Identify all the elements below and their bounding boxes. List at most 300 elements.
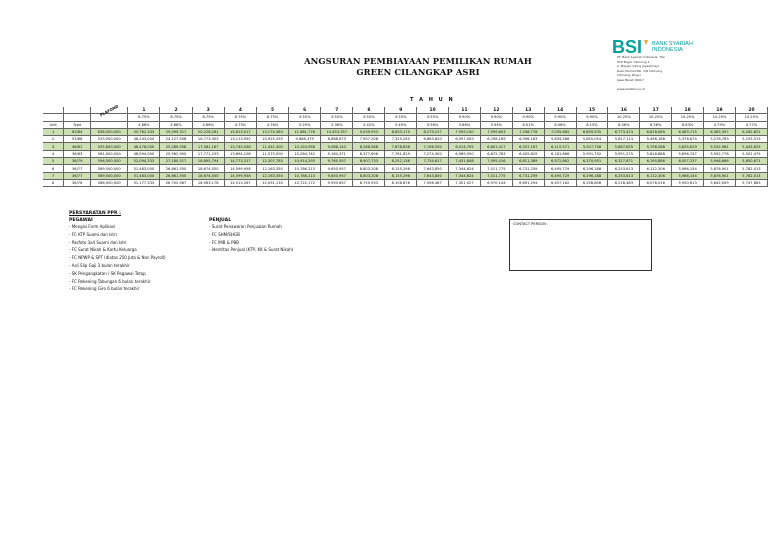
installment-cell: 7,011,775 [480,172,512,179]
installment-cell: 6,601,417 [480,143,512,150]
year-header: 18 [672,107,704,114]
installment-cell: 6,262,621 [735,128,767,135]
installment-cell: 52,094,333 [128,158,160,165]
header-blank [91,121,128,128]
installment-cell: 8,907,733 [353,158,385,165]
installment-cell: 8,803,208 [353,165,385,172]
margin-rate: 10.25% [672,114,704,121]
installment-cell: 6,970,144 [480,179,512,186]
installment-cell: 6,057,237 [672,158,704,165]
installment-cell: 9,688,379 [289,136,321,143]
installment-cell: 26,702,067 [160,179,192,186]
margin-rate: 10.25% [640,114,672,121]
penjual-list [209,223,369,254]
table-row [43,128,768,135]
pegawai-list [69,223,204,293]
installment-cell: 5,986,154 [672,172,704,179]
penjual-requirement-item: - Surat Penawaran Penjualan Rumah [209,224,282,229]
installment-cell: 7,095,016 [480,158,512,165]
installment-cell: 6,483,715 [672,128,704,135]
installment-cell: 5,834,586 [544,136,576,143]
margin-rate: 10.25% [704,114,736,121]
header-blank [64,114,91,121]
installment-cell: 6,296,188 [576,172,608,179]
contact-person-box [509,219,652,271]
plafond-cell: 589,500,000 [91,165,128,172]
table-row [43,165,768,172]
installment-cell: 7,431,848 [449,158,481,165]
pegawai-requirement-item: - Mengisi Form Aplikasi [69,224,116,229]
installment-cell: 5,842,009 [704,179,736,186]
effective-rate: 4.79% [704,121,736,128]
installment-cell: 8,155,296 [385,172,417,179]
installment-cell: 6,811,389 [512,158,544,165]
installment-cell: 5,782,013 [735,172,767,179]
table-row [43,150,768,157]
installment-cell: 7,325,240 [385,136,417,143]
installment-cell: 6,672,783 [480,150,512,157]
installment-cell: 10,914,293 [289,158,321,165]
margin-rate: 9.90% [576,114,608,121]
unit-header: Unit [43,121,64,128]
installment-cell: 6,572,862 [544,158,576,165]
effective-rate: 6.56% [640,121,672,128]
installment-cell: 7,678,838 [385,143,417,150]
installment-cell: 5,946,686 [704,158,736,165]
installment-cell: 12,163,350 [256,172,288,179]
installment-cell: 6,253,613 [608,172,640,179]
installment-cell: 5,635,819 [672,143,704,150]
header-blank [64,107,91,114]
installment-cell: 5,278,763 [704,136,736,143]
installment-cell: 18,563,178 [192,179,224,186]
installment-cell: 8,252,136 [385,158,417,165]
installment-cell: 7,274,300 [417,150,449,157]
margin-rate: 9.90% [512,114,544,121]
pegawai-title: PEGAWAI [69,218,93,223]
margin-rate: 8.75% [128,114,160,121]
installment-cell: 9,650,957 [321,165,353,172]
margin-rate: 9.90% [449,114,481,121]
installment-cell: 51,483,000 [128,172,160,179]
effective-rate: 5.29% [289,121,321,128]
installment-cell: 5,498,188 [640,136,672,143]
installment-cell: 13,113,950 [224,136,256,143]
address-line: Jl. Mayjen Oking Jayaatmaja [617,64,659,69]
effective-rate: 6.63% [672,121,704,128]
unit-cell: 8 [43,179,64,186]
pegawai-requirement-item: - FC NPWP & SPT (diatas 250 Juta & Non Payroll) [69,255,166,261]
pegawai-requirement-item: - Pasfoto 3x4 Suami dan Istri [69,239,127,245]
installment-cell: 17,771,233 [192,150,224,157]
installment-cell: 6,076,016 [640,179,672,186]
installment-cell: 7,907,208 [353,136,385,143]
unit-cell: 1 [43,128,64,135]
installment-cell: 5,502,475 [735,150,767,157]
pegawai-requirement-item: - SK Pengangkatan / SK Pegawai Tetap [69,270,146,276]
year-header: 19 [704,107,736,114]
installment-cell: 5,950,613 [672,179,704,186]
type-cell: 36/77 [64,165,91,172]
effective-rate: 4.73% [224,121,256,128]
installment-cell: 6,691,294 [512,179,544,186]
installment-cell: 6,495,729 [544,172,576,179]
installment-cell: 51,483,000 [128,165,160,172]
svg-text:BSI: BSI [612,37,643,57]
installment-cell: 6,216,483 [608,179,640,186]
installment-cell: 55,762,333 [128,128,160,135]
installment-cell: 6,773,423 [608,128,640,135]
svg-text:INDONESIA: INDONESIA [652,47,683,53]
installment-cell: 25,289,558 [160,143,192,150]
installment-cell: 7,955,130 [449,128,481,135]
type-cell: 46/61 [64,143,91,150]
year-header: 17 [640,107,672,114]
plafond-cell: 589,500,000 [91,172,128,179]
installment-cell: 6,298,169 [480,136,512,143]
margin-rate: 9.90% [544,114,576,121]
header-blank [43,107,64,114]
installment-cell: 6,731,259 [512,165,544,172]
installment-cell: 26,861,550 [160,165,192,172]
plafond-header [91,103,128,118]
installment-cell: 11,681,776 [289,128,321,135]
effective-rate: 5.36% [321,121,353,128]
plafond-cell: 586,000,000 [91,179,128,186]
installment-cell: 6,405,829 [512,150,544,157]
document-title: ANGSURAN PEMBIAYAAN PEMILIKAN RUMAH [304,56,532,66]
tahun-label: T A H U N [410,97,455,103]
installment-table [43,103,768,187]
table-row [43,136,768,143]
table-row [43,172,768,179]
installment-cell: 5,193,513 [735,136,767,143]
installment-cell: 5,443,625 [735,143,767,150]
margin-rate: 9.55% [385,114,417,121]
installment-cell: 7,598,467 [417,179,449,186]
address-line: Cibinong, Bogor [617,73,641,78]
installment-cell: 6,096,163 [512,136,544,143]
year-header: 4 [224,107,256,114]
installment-cell: 9,184,371 [321,150,353,157]
installment-cell: 5,758,588 [640,143,672,150]
installment-cell: 14,599,958 [224,165,256,172]
installment-cell: 5,782,013 [735,165,767,172]
year-header: 10 [417,107,449,114]
installment-cell: 9,650,957 [321,172,353,179]
pegawai-requirement-item: - FC KTP Suami dan Istri [69,231,117,237]
installment-cell: 46,243,000 [128,136,160,143]
document-subtitle: GREEN CILANGKAP ASRI [356,67,480,77]
plafond-cell: 555,800,000 [91,143,128,150]
effective-rate: 6.08% [544,121,576,128]
installment-cell: 7,011,775 [480,165,512,172]
type-cell: 36/63 [64,150,91,157]
unit-cell: 3 [43,143,64,150]
effective-rate: 4.68% [192,121,224,128]
installment-cell: 6,296,188 [576,165,608,172]
margin-rate: 8.75% [160,114,192,121]
effective-rate: 4.68% [160,121,192,128]
installment-cell: 7,298,778 [512,128,544,135]
year-header: 6 [289,107,321,114]
margin-rate: 10.25% [735,114,767,121]
installment-cell: 7,196,550 [417,143,449,150]
installment-cell: 26,861,550 [160,172,192,179]
installment-cell: 6,337,167 [512,143,544,150]
requirements-title: PERSYARATAN PPR : [69,211,122,216]
installment-cell: 11,451,300 [256,143,288,150]
penjual-requirement-item: - FC SHM/SHGB [209,231,240,237]
effective-rate: 6.15% [576,121,608,128]
year-header: 14 [544,107,576,114]
installment-cell: 5,655,054 [576,136,608,143]
installment-cell: 10,453,357 [321,128,353,135]
plafond-cell: 596,500,000 [91,158,128,165]
pegawai-requirement-item: - Asli Slip Gaji 3 bulan terakhir [69,262,130,268]
address-line: Ruko Permai Blk. 2/B Cibinong [617,68,663,73]
table-row [43,158,768,165]
contact-person-label: CONTACT PERSON : [513,222,549,226]
effective-rate: 5.86% [449,121,481,128]
year-header: 3 [192,107,224,114]
installment-cell: 7,643,850 [417,172,449,179]
installment-cell: 7,344,624 [449,172,481,179]
address-line: PT. Bank Syariah Indonesia, Tbk [617,55,665,59]
installment-cell: 9,593,657 [321,179,353,186]
installment-cell: 9,539,933 [353,128,385,135]
installment-cell: 14,773,317 [224,158,256,165]
installment-cell: 6,989,550 [449,150,481,157]
installment-cell: 17,581,167 [192,143,224,150]
installment-cell: 10,722,172 [289,179,321,186]
installment-cell: 6,370,951 [576,158,608,165]
installment-cell: 6,731,259 [512,172,544,179]
installment-cell: 8,106,876 [385,179,417,186]
installment-cell: 14,599,958 [224,172,256,179]
pegawai-requirement-item: - FC Rekening Giro 6 bulan terakhir [69,286,140,292]
margin-rate: 9.55% [289,114,321,121]
installment-cell: 6,618,069 [640,128,672,135]
installment-cell: 5,376,874 [672,136,704,143]
header-blank [43,114,64,121]
type-cell: 36/77 [64,172,91,179]
year-header: 12 [480,107,512,114]
installment-cell: 5,986,154 [672,165,704,172]
pegawai-requirement-item: - FC Surat Nikah & Kartu Keluarga [69,247,137,253]
year-header: 2 [160,107,192,114]
installment-cell: 5,850,671 [735,158,767,165]
effective-rate: 5.94% [480,121,512,128]
installment-cell: 10,154,958 [289,143,321,150]
unit-cell: 5 [43,158,64,165]
installment-cell: 10,264,742 [289,150,321,157]
installment-cell: 6,112,306 [640,172,672,179]
installment-cell: 7,599,603 [480,128,512,135]
type-cell: 63/84 [64,128,91,135]
effective-rate: 6.01% [512,121,544,128]
installment-cell: 8,279,217 [417,128,449,135]
installment-cell: 48,476,000 [128,143,160,150]
address-line: www.bankbsi.co.id [617,87,645,92]
installment-cell: 18,674,050 [192,172,224,179]
installment-cell: 25,562,900 [160,150,192,157]
installment-cell: 12,091,133 [256,179,288,186]
plafond-label: PLAFOND [99,103,120,118]
penjual-column [209,218,369,254]
installment-cell: 12,163,350 [256,165,288,172]
installment-cell: 6,457,162 [544,179,576,186]
installment-cell: 6,365,397 [704,128,736,135]
effective-rate: 5.42% [353,121,385,128]
installment-cell: 6,253,613 [608,165,640,172]
installment-cell: 8,377,608 [353,150,385,157]
year-header: 1 [128,107,160,114]
installment-cell: 15,813,517 [224,128,256,135]
address-line: Jawa Barat 16917 [617,77,644,82]
plafond-cell: 561,000,000 [91,150,128,157]
installment-cell: 6,865,820 [417,136,449,143]
installment-cell: 7,734,617 [417,158,449,165]
installment-cell: 5,876,901 [704,165,736,172]
installment-cell: 29,099,317 [160,128,192,135]
installment-cell: 14,513,267 [224,179,256,186]
year-header: 20 [735,107,767,114]
installment-cell: 13,894,108 [224,150,256,157]
type-header: Type [64,121,91,128]
installment-cell: 7,344,624 [449,165,481,172]
year-header: 7 [321,107,353,114]
installment-cell: 8,750,933 [353,179,385,186]
table-row [43,179,768,186]
installment-cell: 6,258,806 [576,179,608,186]
installment-cell: 8,668,673 [321,136,353,143]
year-header: 5 [256,107,288,114]
type-cell: 36/79 [64,158,91,165]
installment-cell: 6,597,009 [449,136,481,143]
installment-cell: 8,288,088 [353,143,385,150]
effective-rate: 4.76% [256,121,288,128]
effective-rate: 5.49% [385,121,417,128]
installment-cell: 7,643,850 [417,165,449,172]
margin-rate: 9.90% [480,114,512,121]
unit-cell: 6 [43,165,64,172]
effective-rate: 5.56% [417,121,449,128]
svg-text:BANK SYARIAH: BANK SYARIAH [652,41,693,47]
margin-rate: 8.75% [224,114,256,121]
installment-cell: 8,803,208 [353,172,385,179]
margin-rate: 9.55% [321,114,353,121]
installment-cell: 20,226,261 [192,128,224,135]
margin-rate: 8.75% [192,114,224,121]
installment-cell: 10,786,213 [289,172,321,179]
installment-cell: 27,180,517 [160,158,192,165]
effective-rate: 4.77% [735,121,767,128]
year-header: 11 [449,107,481,114]
installment-cell: 5,532,961 [704,143,736,150]
installment-cell: 51,177,333 [128,179,160,186]
installment-cell: 5,696,747 [672,150,704,157]
header-blank [91,114,128,121]
type-cell: 36/76 [64,179,91,186]
installment-cell: 5,876,901 [704,172,736,179]
installment-cell: 5,816,888 [640,150,672,157]
installment-cell: 18,674,050 [192,165,224,172]
table-row [43,143,768,150]
installment-cell: 10,786,213 [289,165,321,172]
requirements-section [69,211,294,292]
installment-cell: 7,035,662 [544,128,576,135]
effective-rate: 6.46% [608,121,640,128]
margin-rate: 9.55% [417,114,449,121]
installment-cell: 6,112,571 [544,143,576,150]
installment-cell: 11,575,000 [256,150,288,157]
installment-cell: 6,190,886 [640,158,672,165]
installment-cell: 18,895,794 [192,158,224,165]
address-line: KCP Bogor Cibinong 1 [617,59,650,64]
bank-address [617,55,707,92]
installment-cell: 6,327,871 [608,158,640,165]
penjual-requirement-item: - Identitas Penjual (KTP, KK & Surat Nikah) [209,247,294,253]
penjual-title: PENJUAL [209,218,232,223]
installment-cell: 10,925,355 [256,136,288,143]
pegawai-requirement-item: - FC Rekening Tabungan 6 bulan terakhir [69,278,151,284]
installment-cell: 8,155,296 [385,165,417,172]
installment-cell: 7,301,027 [449,179,481,186]
installment-cell: 8,833,175 [385,128,417,135]
plafond-cell: 529,500,000 [91,136,128,143]
year-header: 8 [353,107,385,114]
year-header: 15 [576,107,608,114]
installment-cell: 9,765,557 [321,158,353,165]
installment-cell: 5,991,792 [576,150,608,157]
pegawai-column [69,218,204,293]
installment-cell: 16,773,303 [192,136,224,143]
installment-cell: 6,112,306 [640,165,672,172]
unit-cell: 2 [43,136,64,143]
installment-cell: 6,914,795 [449,143,481,150]
margin-rate: 8.75% [256,114,288,121]
installment-cell: 13,745,558 [224,143,256,150]
installment-cell: 5,951,275 [608,150,640,157]
installment-cell: 5,617,113 [608,136,640,143]
installment-cell: 5,887,625 [608,143,640,150]
installment-cell: 9,086,143 [321,143,353,150]
installment-cell: 5,927,738 [576,143,608,150]
year-header: 13 [512,107,544,114]
installment-cell: 7,761,819 [385,150,417,157]
installment-cell: 6,859,535 [576,128,608,135]
installment-cell: 6,181,686 [544,150,576,157]
installment-cell: 13,174,383 [256,128,288,135]
installment-cell: 48,994,000 [128,150,160,157]
installment-cell: 24,127,558 [160,136,192,143]
installment-cell: 5,592,776 [704,150,736,157]
year-header: 16 [608,107,640,114]
margin-rate: 9.55% [353,114,385,121]
installment-cell: 5,747,683 [735,179,767,186]
effective-rate: 4.88% [128,121,160,128]
unit-cell: 4 [43,150,64,157]
type-cell: 53/68 [64,136,91,143]
installment-cell: 12,307,783 [256,158,288,165]
plafond-cell: 638,500,000 [91,128,128,135]
margin-rate: 10.25% [608,114,640,121]
year-header: 9 [385,107,417,114]
penjual-requirement-item: - FC IMB & PBB [209,239,240,245]
unit-cell: 7 [43,172,64,179]
installment-cell: 6,495,729 [544,165,576,172]
